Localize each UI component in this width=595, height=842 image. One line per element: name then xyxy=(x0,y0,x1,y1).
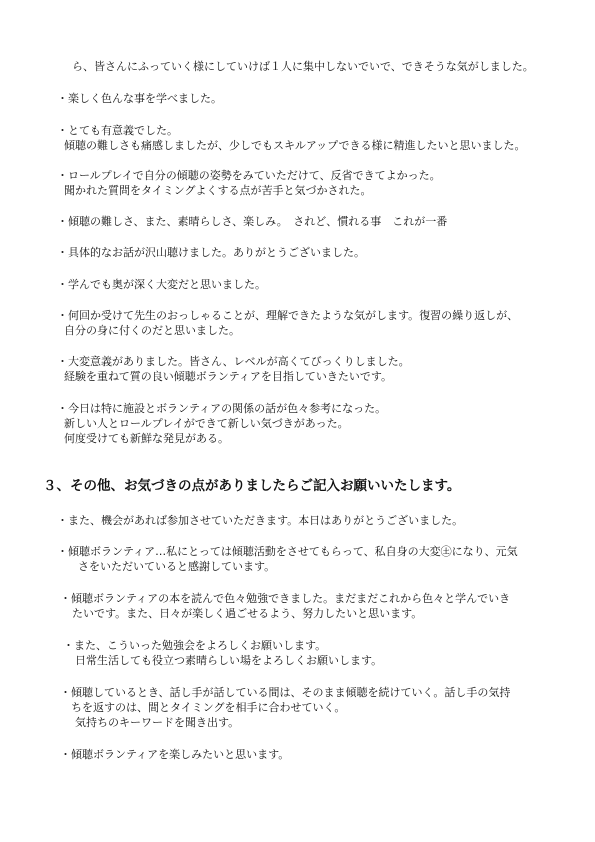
comment-line: 新しい人とロールプレイができて新しい気づきがあった。 xyxy=(64,417,349,430)
comment-line: ・また、機会があれば参加させていただきます。本日はありがとうございました。 xyxy=(57,514,464,527)
comment-line: ・また、こういった勉強会をよろしくお願いします。 xyxy=(63,639,327,652)
comment-line: ・ロールプレイで自分の傾聴の姿勢をみていただけて、反省できてよかった。 xyxy=(57,169,441,182)
comment-line: さをいただいていると感謝しています。 xyxy=(78,560,276,573)
comment-line: ・具体的なお話が沢山聴けました。ありがとうございました。 xyxy=(57,246,365,259)
comment-line: ・学んでも奥が深く大変だと思いました。 xyxy=(57,278,266,291)
comment-line: ・何回か受けて先生のおっしゃることが、理解できたような気がします。復習の繰り返しが、 xyxy=(57,309,519,322)
comment-line: ・傾聴ボランティア…私にとっては傾聴活動をさせてもらって、私自身の大変㊏になり、元気 xyxy=(57,545,518,558)
comment-line: 経験を重ねて質の良い傾聴ボランティアを目指していきたいです。 xyxy=(64,370,392,383)
comment-line: ・傾聴しているとき、話し手が話している間は、そのまま傾聴を続けていく。話し手の気持 xyxy=(60,686,511,699)
comment-line: 聞かれた質問をタイミングよくする点が苦手と気づかされた。 xyxy=(64,184,372,197)
continuation-line: ら、皆さんにふっていく様にしていけば１人に集中しないでいで、できそうな気がしました。 xyxy=(72,60,534,73)
comment-line: 日常生活しても役立つ素晴らしい場をよろしくお願いします。 xyxy=(75,654,383,667)
comment-line: 傾聴の難しさも痛感しましたが、少しでもスキルアップできる様に精進したいと思いました。 xyxy=(64,139,526,152)
comment-line: ・傾聴ボランティアを楽しみたいと思います。 xyxy=(60,748,290,761)
comment-line: ・傾聴の難しさ、また、素晴らしさ、楽しみ。 されど、慣れる事 これが一番 xyxy=(57,215,448,228)
comment-line: ・楽しく色んな事を学べました。 xyxy=(57,92,222,105)
comment-line: 自分の身に付くのだと思いました。 xyxy=(64,324,240,337)
comment-line: ちを返すのは、間とタイミングを相手に合わせていく。 xyxy=(71,701,346,714)
comment-line: 何度受けても新鮮な発見がある。 xyxy=(64,432,229,445)
comment-line: ・大変意義がありました。皆さん、レベルが高くてびっくりしました。 xyxy=(57,355,410,368)
comment-line: ・今日は特に施設とボランティアの関係の話が色々参考になった。 xyxy=(57,402,387,415)
comment-line: ・とても有意義でした。 xyxy=(57,124,178,137)
comment-line: たいです。また、日々が楽しく過ごせるよう、努力したいと思います。 xyxy=(72,607,423,620)
comment-line: 気持ちのキーワードを聞き出す。 xyxy=(75,716,240,729)
section-3-heading: ３、その他、お気づきの点がありましたらご記入お願いいたします。 xyxy=(43,478,461,494)
comment-line: ・傾聴ボランティアの本を読んで色々勉強できました。まだまだこれから色々と学んでいき xyxy=(60,592,511,605)
